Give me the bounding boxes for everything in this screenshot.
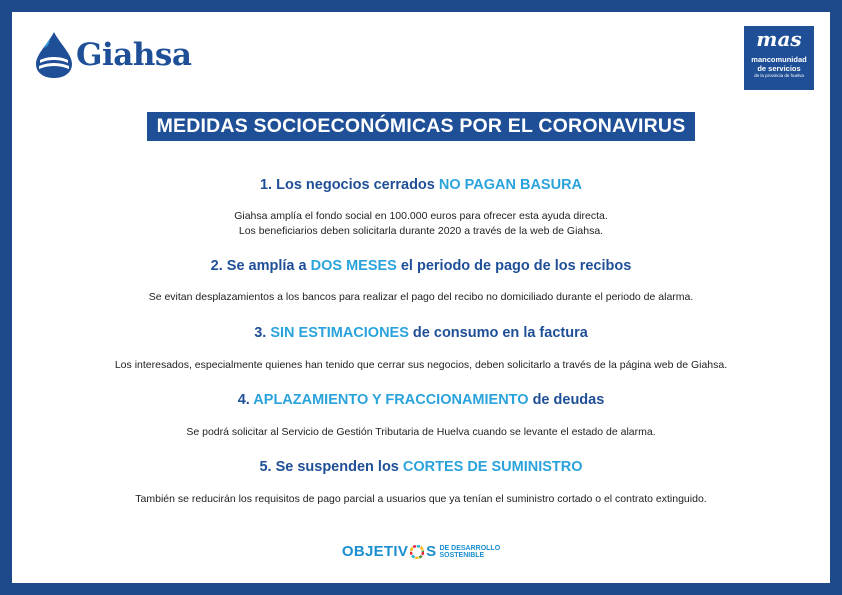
measure-text-5-line-1: También se reducirán los requisitos de pago parcial a usuarios que ya tenían el suministro cortado o el contrato extinguido. bbox=[135, 493, 707, 505]
water-drop-icon bbox=[34, 30, 74, 80]
measure-text-4-line-1: Se podrá solicitar al Servicio de Gestión Tributaria de Huelva cuando se levante el estado de alarma. bbox=[186, 426, 656, 438]
measure-text-2-line-1: Se evitan desplazamientos a los bancos para realizar el pago del recibo no domiciliado durante el periodo de alarma. bbox=[148, 291, 694, 303]
measure-heading-2-highlight: DOS MESES bbox=[310, 258, 397, 274]
measure-heading-5-pre: 5. Se suspenden los bbox=[259, 459, 403, 475]
measure-text-1-line-2: Los beneficiarios deben solicitarla durante 2020 a través de la web de Giahsa. bbox=[238, 225, 604, 237]
giahsa-logo-text: Giahsa bbox=[76, 37, 192, 73]
measure-text-1 bbox=[12, 209, 830, 239]
measure-heading-5 bbox=[12, 459, 830, 475]
measure-heading-3 bbox=[12, 325, 830, 341]
page-title: MEDIDAS SOCIOECONÓMICAS POR EL CORONAVIRUS bbox=[147, 112, 696, 141]
measure-heading-1-pre: 1. Los negocios cerrados bbox=[259, 177, 439, 193]
sdg-logo-word-left: OBJETIV bbox=[341, 543, 409, 560]
measure-heading-4 bbox=[12, 392, 830, 408]
document-sheet bbox=[12, 12, 830, 583]
measure-text-4 bbox=[12, 425, 830, 440]
mas-logo-line1: mancomunidad bbox=[751, 55, 807, 64]
measure-heading-1 bbox=[12, 177, 830, 193]
measure-text-2 bbox=[12, 290, 830, 305]
title-banner bbox=[12, 112, 830, 141]
mas-logo bbox=[744, 26, 814, 90]
measure-text-3 bbox=[12, 358, 830, 373]
measure-heading-2-pre: 2. Se amplía a bbox=[210, 258, 311, 274]
measure-text-5 bbox=[12, 492, 830, 507]
sdg-logo-subtitle bbox=[439, 545, 500, 559]
measure-heading-5-highlight: CORTES DE SUMINISTRO bbox=[402, 459, 583, 475]
measure-heading-4-post: de deudas bbox=[528, 392, 605, 408]
measure-heading-2 bbox=[12, 258, 830, 274]
giahsa-logo bbox=[34, 30, 191, 80]
measure-heading-2-post: el periodo de pago de los recibos bbox=[396, 258, 632, 274]
measure-heading-1-highlight: NO PAGAN BASURA bbox=[438, 177, 583, 193]
mas-logo-word: mas bbox=[756, 27, 802, 51]
measure-heading-3-highlight: SIN ESTIMACIONES bbox=[270, 325, 409, 341]
measure-text-3-line-1: Los interesados, especialmente quienes han tenido que cerrar sus negocios, deben solicitarlo a través de la página web de Giahsa. bbox=[114, 359, 728, 371]
sdg-logo-subtitle-1: DE DESARROLLO bbox=[439, 544, 501, 552]
sdg-wheel-icon bbox=[410, 545, 424, 559]
measure-text-1-line-1: Giahsa amplía el fondo social en 100.000 euros para ofrecer esta ayuda directa. bbox=[234, 210, 608, 222]
sdg-logo-subtitle-2: SOSTENIBLE bbox=[439, 551, 485, 559]
mas-logo-line3: de la provincia de huelva bbox=[754, 73, 804, 78]
mas-logo-line2: de servicios bbox=[757, 64, 801, 73]
measure-heading-4-highlight: APLAZAMIENTO Y FRACCIONAMIENTO bbox=[253, 392, 529, 408]
sdg-logo-word-right: S bbox=[426, 543, 437, 560]
sdg-logo bbox=[12, 543, 830, 560]
measure-heading-4-pre: 4. bbox=[237, 392, 254, 408]
measure-heading-3-post: de consumo en la factura bbox=[408, 325, 588, 341]
measure-heading-3-pre: 3. bbox=[254, 325, 271, 341]
